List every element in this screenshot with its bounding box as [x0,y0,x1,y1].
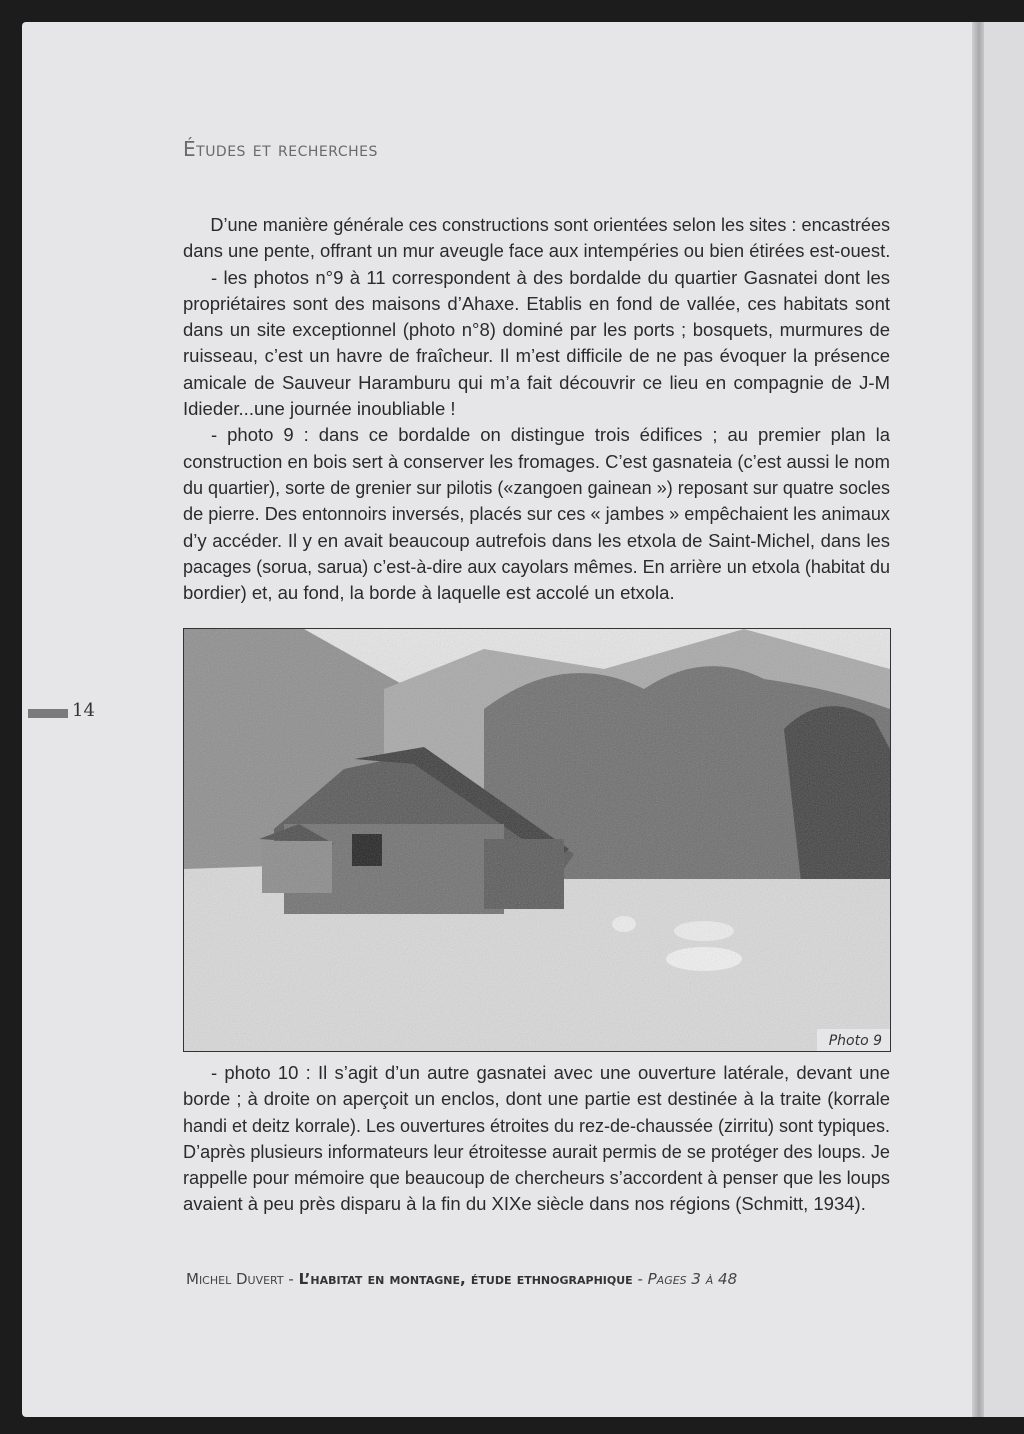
section-header: Études et recherches [183,137,378,161]
text-line: - les photos n°9 à 11 correspondent à des bordalde du quartier Gasnatei dont les [211,266,890,288]
footer-pages: Pages 3 à 48 [647,1270,738,1288]
text-line: D’une manière générale ces constructions sont orientées selon les sites : encastrées [210,214,891,235]
text-line: pacages (sorua, sarua) c’est-à-dire aux cayolars mêmes. En arrière un etxola (habitat du [183,555,890,577]
text-line: d’y accéder. Il y en avait beaucoup autrefois dans les etxola de Saint-Michel, dans les [183,529,890,551]
text-line: bordier) et, au fond, la borde à laquelle est accolé un etxola. [183,582,675,604]
text-line: borde ; à droite on aperçoit un enclos, dont une partie est destinée à la traite (korrale [183,1088,890,1110]
text-line: construction en bois sert à conserver les fromages. C’est gasnateia (c’est aussi le nom [183,450,890,472]
text-line: ruisseau, c’est un havre de fraîcheur. Il m’est difficile de ne pas évoquer la présence [183,345,890,367]
facing-page-edge [984,22,1024,1417]
body-text-top [183,212,890,606]
photo-9 [183,628,891,1052]
footer-author: Michel Duvert - [186,1270,299,1288]
text-line: amicale de Sauveur Haramburu qui m’a fait découvrir ce lieu en compagnie de J-M [183,371,890,393]
page-number-marker [28,709,68,718]
footer-separator: - [632,1270,648,1288]
text-line: du quartier), sorte de grenier sur pilotis («zangoen gainean ») reposant sur quatre socles [183,476,891,498]
text-line: dans un site exceptionnel (photo n°8) dominé par les ports ; bosquets, murmures de [183,319,890,341]
text-line: handi et deitz korrale). Les ouvertures étroites du rez-de-chaussée (zirritu) sont typiques. [183,1114,890,1136]
body-text-bottom [183,1060,890,1218]
page-number: 14 [72,700,95,721]
text-line: avaient à peu près disparu à la fin du XIXe siècle dans nos régions (Schmitt, 1934). [183,1193,866,1215]
text-line: - photo 10 : Il s’agit d’un autre gasnatei avec une ouverture latérale, devant une [211,1062,890,1083]
text-line: rappelle pour mémoire que beaucoup de chercheurs s’accordent à penser que les loups [183,1167,890,1189]
photo-caption: Photo 9 [817,1029,890,1051]
text-line: de pierre. Des entonnoirs inversés, placés sur ces « jambes » empêchaient les animaux [183,503,890,525]
mountain-hut-photo [184,629,890,1051]
text-line: Idieder...une journée inoubliable ! [183,398,456,420]
text-line: D’après plusieurs informateurs leur étroitesse aurait permis de se protéger des loups. Je [183,1140,890,1162]
text-line: propriétaires sont des maisons d’Ahaxe. Etablis en fond de vallée, ces habitats sont [183,292,890,314]
footer-title: L’habitat en montagne, étude ethnographique [298,1270,633,1288]
running-footer [186,1270,737,1288]
text-line: dans une pente, offrant un mur aveugle face aux intempéries ou bien étirées est-ouest. [183,240,891,262]
text-line: - photo 9 : dans ce bordalde on distingue trois édifices ; au premier plan la [211,424,890,446]
